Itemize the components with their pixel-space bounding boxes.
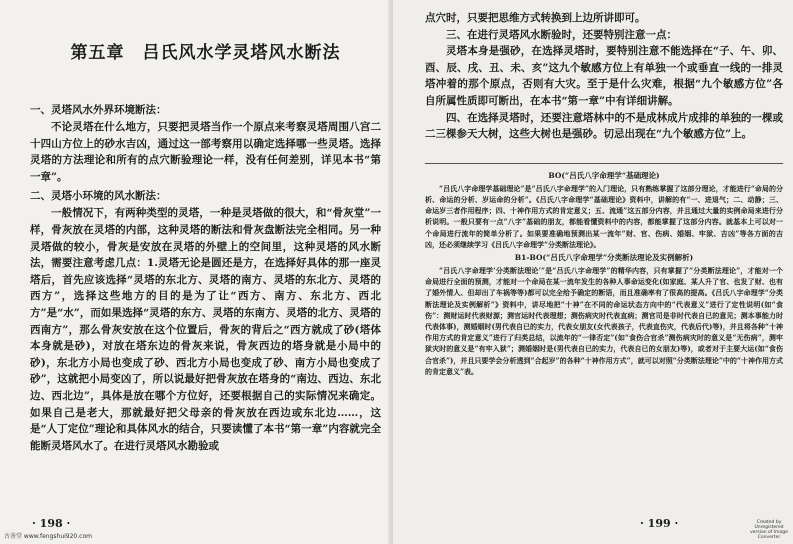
- ad-title: BO(“吕氏八字命理学“基础理论): [548, 170, 660, 180]
- section-heading: 一、灵塔风水外界环境断法：: [30, 104, 167, 116]
- right-page: [393, 0, 793, 544]
- chapter-title: 第五章 吕氏风水学灵塔风水断法: [70, 43, 341, 63]
- page-number: · 198 ·: [32, 517, 71, 530]
- body-paragraph: 四、在选择灵塔时，还要注意塔林中的不是成林成片成排的单独的一棵或二三棵参天大树，这些大树也是强砂。切忌出现在“九个敏感方位”上。: [425, 111, 783, 141]
- ad-title: B1-BO(“吕氏八字命理学”分类断法理论及实例解析): [514, 252, 694, 262]
- converter-stamp: Created by Unregistered version of Image Converter: [750, 520, 788, 540]
- body-paragraph: 灵塔本身是强砂，在选择灵塔时，要特别注意不能选择在“子、午、卯、酉、辰、戌、丑、未、亥”这九个敏感方位上有单独一个或垂直一线的一排灵塔冲着的那个原点，否则有大灾。至于是什么灾难，根据“九个敏感方位”各自所属性质即可断出，在本书“第一章”中有详细讲解。: [425, 45, 783, 107]
- body-paragraph: 一般情况下，有两种类型的灵塔，一种是灵塔做的很大，和“骨灰堂”一样，骨灰放在灵塔的内部，这种灵塔的断法和骨灰盘断法完全相同。另一种灵塔做的较小，骨灰是安放在灵塔的外壁上的空间里，这种灵塔的风水断法，需要注意考虑几点：1.灵塔无论是圆还是方，在选择好具体的那一座灵塔后，首先应该选择“灵塔的东北方、灵塔的南方、灵塔的东北方、灵塔的西方”，选择这些地方的目的是为了让“西方、南方、东北方、西北方”是“水”，而如果选择“灵塔的东方、灵塔的东南方、灵塔的北方、灵塔的西南方”，那么骨灰安放在这个位置后，骨灰的背后之“西方就成了砂(塔体本身就是砂)，对放在塔东边的骨灰来说，骨灰西边的塔身就是小局中的砂)，东北方小局也变成了砂、西北方小局也变成了砂、南方小局也变成了砂”，这就把小局变凶了，所以说最好把骨灰放在塔身的“南边、西边、东北边、西北边”，具体是放在哪个方位好，还要根据自己的实际情况来确定。如果自己是老大，那就最好把父母亲的骨灰放在西边或东北边……，这是“人丁定位”理论和具体风水的结合，只要读懂了本书“第一章”内容就完全能断灵塔风水了。在进行灵塔风水勘验或: [30, 207, 381, 452]
- left-page: [0, 0, 393, 544]
- divider: [425, 163, 783, 164]
- body-paragraph: 点穴时，只要把思维方式转换到上边所讲即可。: [425, 12, 646, 24]
- watermark: 古善堂 www.fengshui920.com: [4, 533, 92, 540]
- section-heading: 三、在进行灵塔风水断验时，还要特别注意一点：: [446, 28, 677, 41]
- page-number: · 199 ·: [640, 517, 679, 530]
- ad-paragraph: “吕氏八字命理学‘分类断法理论’”是“吕氏八字命理学”的精华内容，只有掌握了“分类断法理论”，才能对一个命局进行全面的预测，才能对一个命局在某一流年发生的各种人事命运变化(如家庭、某人升了官、也发了财、也有了婚外情人、但却出了车祸等等)都可以完全给予确定的断语，而且准确率有了很高的提高。《吕氏八字命理学“分类断法理论及实例解析”》资料中，讲尽地把“十神”在不同的命运状态方向中的“代表意义”进行了定性说明(如“食伤”：测财运时代表财源；测官运时代表理想；测伤病灾时代表直病；测官司是非时代表自已的意见；测本事能力时代表体事)，测婚姻时(男代表自已的实力，代表女朋友(女代表孩子，代表直伤灾，代表后代)等)，并且将各种“十神作用方式的肯定意义”进行了归类总结，以流年的“一律否定”(如“食伤合官杀”测伤病灾时的意义是“无伤病”，测牢狱灾时的意义是“有牢入狱”；测婚姻时是(男代表自已的实力，代表自已的女朋友)等)，或者对于主要大运(如“食伤合官杀”)，并且只要学会分析透到“合起岁”的各种“十神作用方式”，就可以对照“分类断法理论”中的“十神作用方式的肯定意义”表。: [425, 265, 783, 376]
- ad-paragraph: “吕氏八字命理学基础理论”是“吕氏八字命理学”的入门理论，只有熟练掌握了这部分理论，才能进行“命局的分析、命运的分析、岁运命的分析”。《吕氏八字命理学“基础理论》资料中，讲解的有“一、进退气；二、动静；三、命运岁三者作用程序；四、十神作用方式的肯定意义；五、流通”这五部分内容，并且通过大量的实例命局来进行分析说明。一般只要有一点“八字”基础的朋友，都能看懂资料中的内容，都能掌握了这部分内容。就基本上可以对一个命局进行流年的简单分析了。如果要准确地预测出某一流年“财、官、伤病、婚姻、牢狱、吉凶”等各方面的吉凶，还必须继续学习《吕氏八字命理学“分类断法理论》。: [425, 183, 783, 249]
- body-paragraph: 不论灵塔在什么地方，只要把灵塔当作一个原点来考察灵塔周围八宫二十四山方位上的砂水吉凶，通过这一部考察用以确定选择哪一些灵塔。选择灵塔的方法理论和所有的点穴断验理论一样，没有任何差别，详见本书“第一章”。: [30, 121, 381, 183]
- section-heading: 二、灵塔小环境的风水断法：: [30, 190, 167, 203]
